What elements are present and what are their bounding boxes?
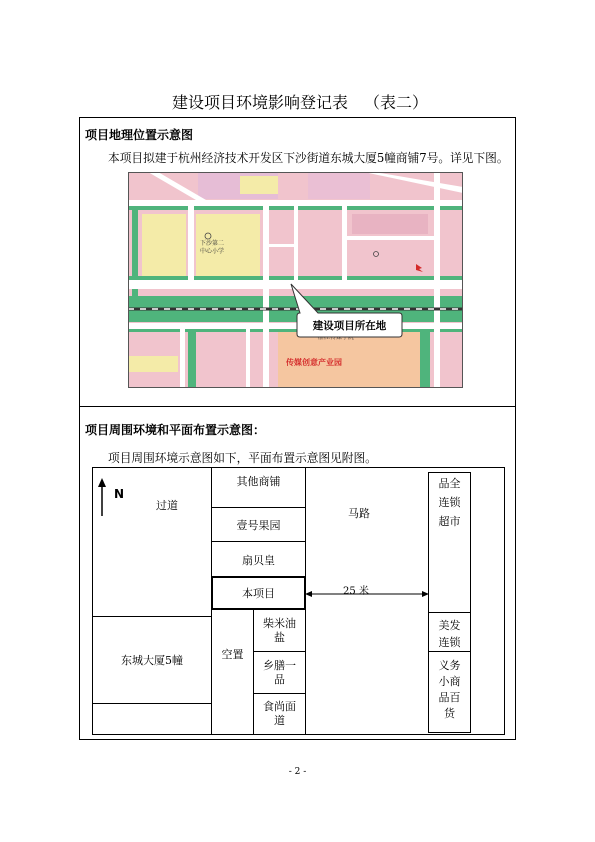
map-district-block bbox=[352, 214, 428, 234]
map-road bbox=[128, 200, 463, 206]
site-plan-diagram bbox=[92, 467, 505, 735]
map-green-belt bbox=[420, 332, 430, 388]
map-road bbox=[294, 206, 298, 280]
building-label: 东城大厦5幢 bbox=[93, 617, 211, 704]
opposite-shops-column bbox=[428, 472, 471, 733]
map-residential-block bbox=[142, 214, 186, 276]
map-label-industrial-park: 传媒创意产业园 bbox=[286, 358, 342, 367]
location-map bbox=[128, 172, 463, 388]
surroundings-section-heading: 项目周围环境和平面布置示意图： bbox=[85, 423, 266, 437]
shop-grocery: 柴米油盐 bbox=[254, 610, 305, 652]
map-road bbox=[434, 172, 440, 388]
shop-hair-salon: 美发连锁 bbox=[429, 612, 470, 651]
form-title: 建设项目环境影响登记表 bbox=[172, 93, 349, 112]
map-road bbox=[128, 323, 463, 329]
map-callout-label: 建设项目所在地 bbox=[312, 320, 387, 332]
map-residential-block bbox=[128, 356, 178, 372]
distance-label: 25 米 bbox=[343, 586, 369, 597]
map-road bbox=[246, 329, 250, 388]
shop-restaurant: 乡膳一品 bbox=[254, 652, 305, 694]
shop-general-goods: 义务小商品百货 bbox=[429, 651, 470, 732]
vacant-unit: 空置 bbox=[212, 610, 254, 734]
shop-other-shops: 其他商铺 bbox=[212, 468, 305, 508]
location-section-description: 本项目拟建于杭州经济技术开发区下沙街道东城大厦5幢商铺7号。详见下图。 bbox=[108, 151, 509, 165]
map-road bbox=[269, 244, 294, 247]
map-green-belt bbox=[188, 332, 196, 388]
road-label: 马路 bbox=[348, 507, 370, 520]
section-divider bbox=[79, 406, 516, 407]
location-section-heading: 项目地理位置示意图 bbox=[85, 128, 194, 142]
shop-noodles: 食尚面道 bbox=[263, 700, 296, 727]
project-shop: 本项目 bbox=[211, 576, 306, 610]
map-road bbox=[180, 329, 185, 388]
map-district-block bbox=[308, 172, 370, 199]
map-road bbox=[342, 206, 347, 280]
shop-fruit-store: 壹号果园 bbox=[212, 508, 305, 542]
surroundings-section-description: 项目周围环境示意图如下，平面布置示意图见附图。 bbox=[108, 451, 377, 465]
north-label: N bbox=[114, 487, 125, 501]
corridor-label: 过道 bbox=[156, 499, 178, 512]
form-number: （表二） bbox=[364, 93, 429, 112]
page-number: - 2 - bbox=[288, 767, 307, 777]
shop-seafood: 扇贝皇 bbox=[242, 553, 275, 567]
map-road bbox=[188, 206, 194, 280]
map-label-school-line1: 下沙第二 bbox=[200, 240, 225, 247]
map-residential-block bbox=[240, 176, 278, 194]
north-arrow-icon bbox=[97, 478, 107, 516]
map-green-belt bbox=[128, 329, 463, 332]
map-road bbox=[263, 206, 269, 388]
map-road bbox=[128, 280, 463, 289]
map-label-school-line2: 中心小学 bbox=[200, 248, 225, 255]
shop-supermarket: 品全连锁超市 bbox=[438, 477, 461, 528]
map-road bbox=[347, 236, 434, 240]
